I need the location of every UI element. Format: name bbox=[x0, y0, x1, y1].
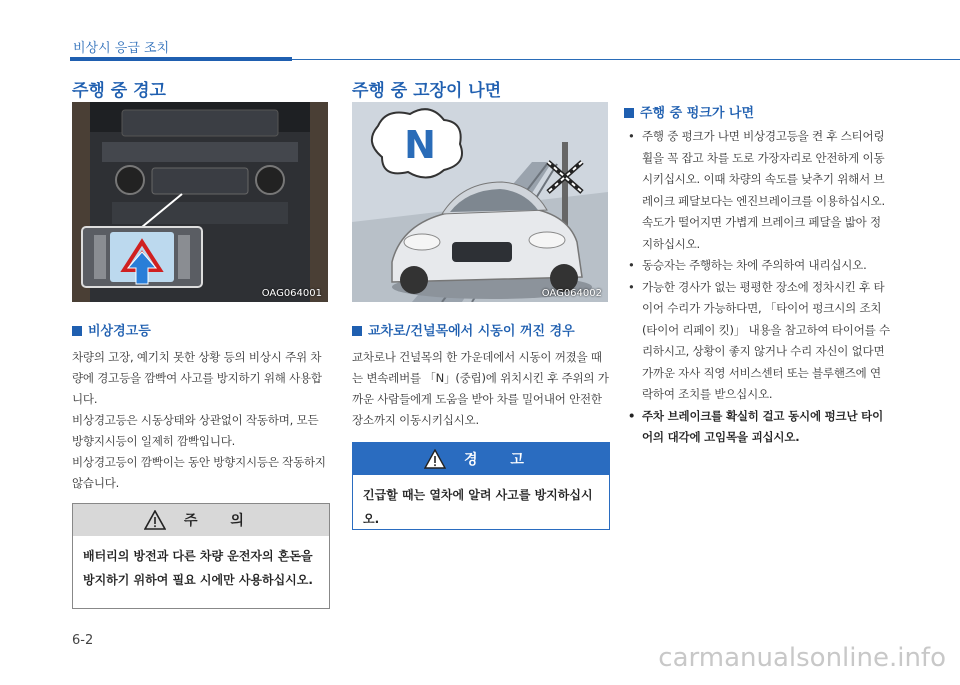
list-item: • 동승자는 주행하는 차에 주의하여 내리십시오. bbox=[624, 255, 890, 277]
warning-box bbox=[352, 442, 610, 530]
list-item: • 가능한 경사가 없는 평평한 장소에 정차시킨 후 타이어 수리가 가능하다면, 「타이어 펑크시의 조치(타이어 리페이 킷)」 내용을 참고하여 타이어를 수리하시고, 상황이 좋지 않거나 수리 자신이 없다면 가까운 자사 직영 서비스센터 또는 블루핸즈에 연락하여 조치를 받으십시오. bbox=[624, 277, 890, 406]
header-rule bbox=[292, 59, 960, 60]
flat-tire-instructions bbox=[624, 126, 890, 449]
warning-text: 긴급할 때는 열차에 알려 사고를 방지하십시오. bbox=[363, 488, 593, 526]
crossing-description bbox=[352, 347, 610, 431]
image-code: OAG064001 bbox=[261, 288, 322, 299]
paragraph: 차량의 고장, 예기치 못한 상황 등의 비상시 주위 차량에 경고등을 깜빡여 사고를 방지하기 위해 사용합니다. bbox=[72, 350, 322, 406]
caution-box bbox=[72, 503, 330, 609]
hazard-description bbox=[72, 347, 330, 494]
watermark: carmanualsonline.info bbox=[658, 643, 946, 673]
railroad-crossing-illustration bbox=[352, 102, 608, 302]
hazard-switch-photo bbox=[72, 102, 328, 302]
middle-section-title: 주행 중 고장이 나면 bbox=[352, 81, 502, 101]
crossing-subtitle: 교차로/건널목에서 시동이 꺼진 경우 bbox=[352, 320, 575, 339]
page-number: 6-2 bbox=[72, 633, 94, 648]
caution-text: 배터리의 방전과 다른 차량 운전자의 혼돈을 방지하기 위하여 필요 시에만 사용하십시오. bbox=[83, 549, 313, 587]
image-code: OAG064002 bbox=[541, 288, 602, 299]
caution-header: 주 의 bbox=[73, 504, 329, 536]
square-bullet-icon bbox=[352, 326, 362, 336]
section-header: 비상시 응급 조치 bbox=[73, 41, 170, 56]
square-bullet-icon bbox=[72, 326, 82, 336]
hazard-subtitle: 비상경고등 bbox=[72, 320, 151, 339]
list-item: • 주행 중 펑크가 나면 비상경고등을 켠 후 스티어링 휠을 꼭 잡고 차를 도로 가장자리로 안전하게 이동시키십시오. 이때 차량의 속도를 낮추기 위해서 브레이크 페달보다는 엔진브레이크를 이용하십시오. 속도가 떨어지면 가볍게 브레이크 페달을 밟아 정지하십시오. bbox=[624, 126, 890, 255]
paragraph: 비상경고등이 깜빡이는 동안 방향지시등은 작동하지 않습니다. bbox=[72, 455, 326, 490]
gear-n-letter: N bbox=[404, 123, 436, 167]
list-item: • 주차 브레이크를 확실히 걸고 동시에 펑크난 타이어의 대각에 고임목을 괴십시오. bbox=[624, 406, 890, 449]
car-on-crossing-illustration bbox=[352, 102, 608, 302]
square-bullet-icon bbox=[624, 108, 634, 118]
paragraph: 교차로나 건널목의 한 가운데에서 시동이 꺼졌을 때는 변속레버를 「N」(중립)에 위치시킨 후 주위의 가까운 사람들에게 도움을 받아 차를 밀어내어 안전한 장소까지 이동시키십시오. bbox=[352, 350, 609, 427]
warning-triangle-icon bbox=[424, 449, 446, 469]
flat-tire-subtitle: 주행 중 펑크가 나면 bbox=[624, 102, 754, 121]
left-section-title: 주행 중 경고 bbox=[72, 81, 166, 101]
header-accent-bar bbox=[70, 57, 292, 61]
dashboard-illustration bbox=[72, 102, 328, 302]
warning-triangle-icon bbox=[144, 510, 166, 530]
paragraph: 비상경고등은 시동상태와 상관없이 작동하며, 모든 방향지시등이 일제히 깜빡입니다. bbox=[72, 413, 319, 448]
warning-header: 경 고 bbox=[353, 443, 609, 475]
